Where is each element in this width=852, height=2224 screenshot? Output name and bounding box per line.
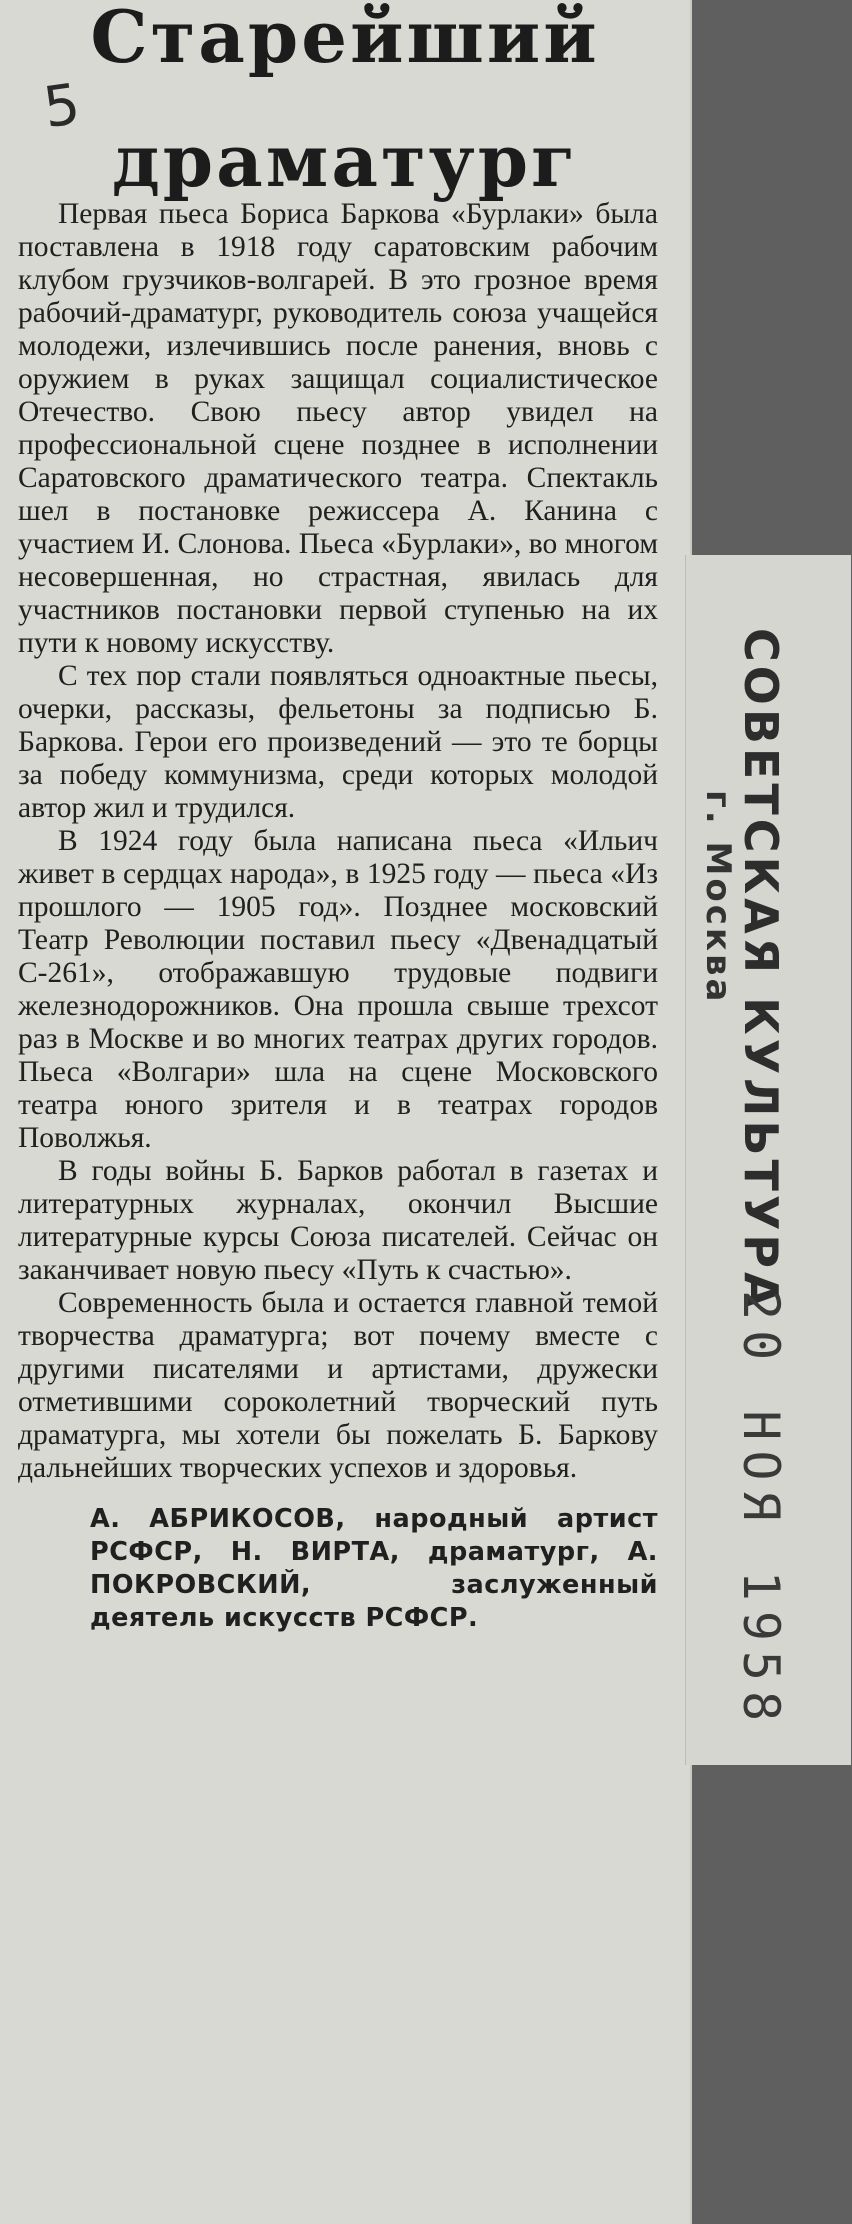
stamp-date: 20 НОЯ 1958 — [732, 1290, 790, 1732]
article-paragraph: В 1924 году была написана пьеса «Ильич живет в сердцах народа», в 1925 году — пьеса «Из прошлого — 1905 год». Позднее московский Театр Революции поставил пьесу «Двенадцатый С-261», отображавшую трудовые подвиги железнодорожников. Она прошла свыше трехсот раз в Москве и во многих театрах других городов. Пьеса «Волгари» шла на сцене Московского театра юного зрителя и в театрах городов Поволжья. — [18, 825, 658, 1154]
article-body — [18, 198, 658, 1635]
article-paragraph: В годы войны Б. Барков работал в газетах и литературных журналах, окончил Высшие литературные курсы Союза писателей. Сейчас он заканчивает новую пьесу «Путь к счастью». — [18, 1155, 658, 1286]
pencil-number-mark: 5 — [39, 71, 84, 142]
article-signature: А. АБРИКОСОВ, народный артист РСФСР, Н. ВИРТА, драматург, А. ПОКРОВСКИЙ, заслуженный деятель искусств РСФСР. — [90, 1504, 658, 1633]
stamp-city: г. Москва — [698, 790, 738, 1005]
headline-line-1: Старейший — [90, 0, 600, 79]
stamp-publication-name: СОВЕТСКАЯ КУЛЬТУРА — [734, 628, 788, 1312]
headline-line-2: драматург — [111, 118, 579, 203]
article-paragraph: С тех пор стали появляться одноактные пьесы, очерки, рассказы, фельетоны за подписью Б. Баркова. Герои его произведений — это те борцы за победу коммунизма, среди которых молодой автор жил и трудился. — [18, 660, 658, 824]
article-paragraph: Первая пьеса Бориса Баркова «Бурлаки» была поставлена в 1918 году саратовским рабочим клубом грузчиков-волгарей. В это грозное время рабочий-драматург, руководитель союза учащейся молодежи, излечившись после ранения, вновь с оружием в руках защищал социалистическое Отечество. Свою пьесу автор увидел на профессиональной сцене позднее в исполнении Саратовского драматического театра. Спектакль шел в постановке режиссера А. Канина с участием И. Слонова. Пьеса «Бурлаки», во многом несовершенная, но страстная, явилась для участников постановки первой ступенью на их пути к новому искусству. — [18, 198, 658, 659]
article-paragraph: Современность была и остается главной темой творчества драматурга; вот почему вместе с другими писателями и артистами, дружески отметившими сороколетний творческий путь драматурга, мы хотели бы пожелать Б. Баркову дальнейших творческих успехов и здоровья. — [18, 1287, 658, 1484]
